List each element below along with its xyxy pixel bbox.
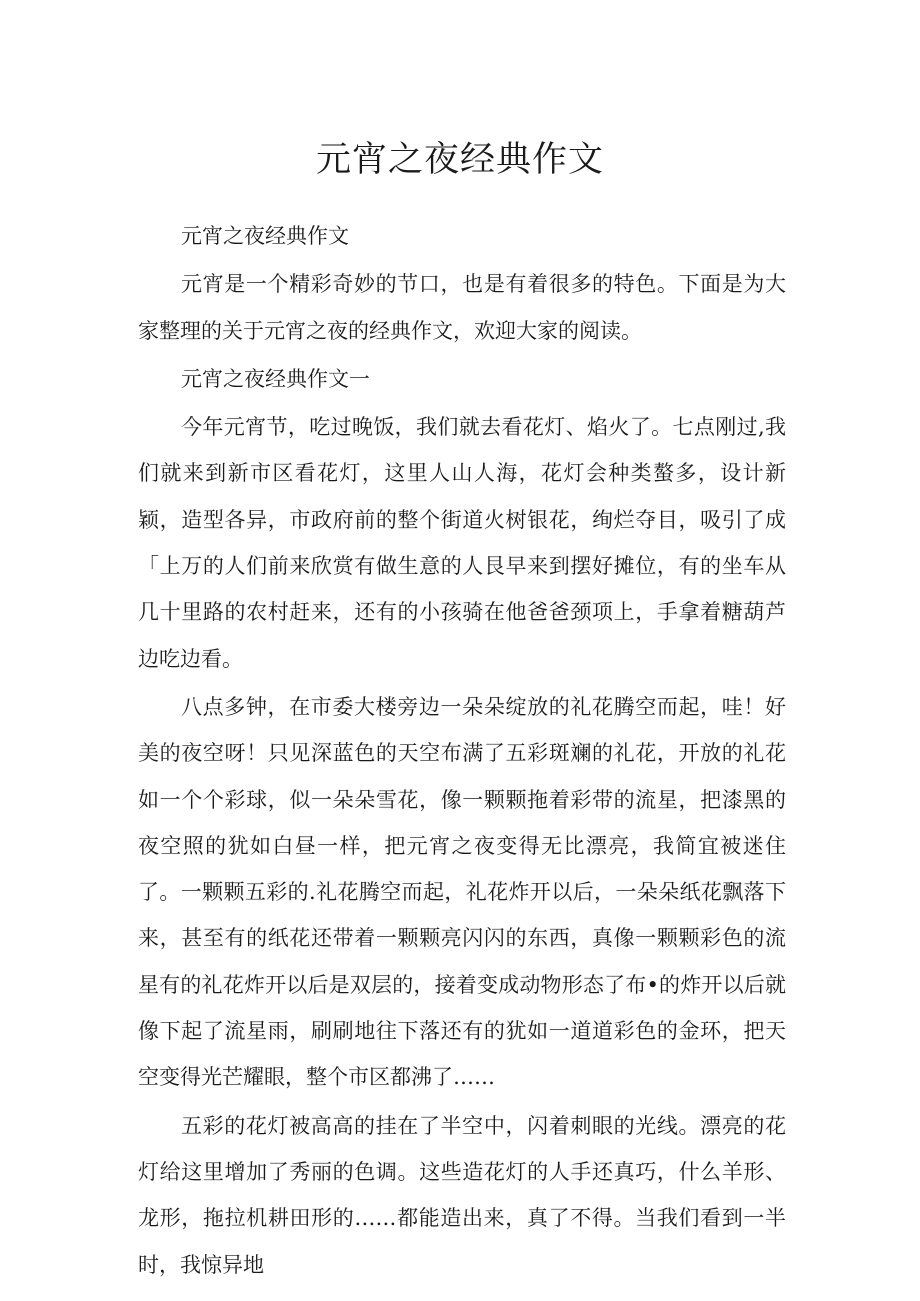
section-heading: 元宵之夜经典作文一 xyxy=(181,366,370,391)
document-body xyxy=(138,213,786,1290)
body-paragraph: 五彩的花灯被高高的挂在了半空中，闪着刺眼的光线。漂亮的花灯给这里增加了秀丽的色调。这些造花灯的人手还真巧，什么羊形、龙形，拖拉机耕田形的……都能造出来，真了不得。当我们看到一半时，我惊异地 xyxy=(138,1113,786,1277)
document-title: 元宵之夜经典作文 xyxy=(315,140,604,180)
intro-paragraph: 元宵是一个精彩奇妙的节口，也是有着很多的特色。下面是为大家整理的关于元宵之夜的经典作文，欢迎大家的阅读。 xyxy=(138,272,786,343)
body-paragraph: 今年元宵节，吃过晚饭，我们就去看花灯、焰火了。七点刚过,我们就来到新市区看花灯，这里人山人海，花灯会种类螯多，设计新颖，造型各异，市政府前的整个街道火树银花，绚烂夺目，吸引了成「上万的人们前来欣赏有做生意的人艮早来到摆好摊位，有的坐车从几十里路的农村赶来，还有的小孩骑在他爸爸颈项上，手拿着糖葫芦边吃边看。 xyxy=(138,415,786,671)
subtitle-paragraph: 元宵之夜经典作文 xyxy=(181,224,349,248)
body-paragraph: 八点多钟，在市委大楼旁边一朵朵绽放的礼花腾空而起，哇！好美的夜空呀！只见深蓝色的天空布满了五彩斑斓的礼花，开放的礼花如一个个彩球，似一朵朵雪花，像一颗颗拖着彩带的流星，把漆黑的夜空照的犹如白昼一样，把元宵之夜变得无比漂亮，我简宜被迷住了。一颗颗五彩的.礼花腾空而起，礼花炸开以后，一朵朵纸花飘落下来，甚至有的纸花还带着一颗颗亮闪闪的东西，真像一颗颗彩色的流星有的礼花炸开以后是双层的，接着变成动物形态了布•的炸开以后就像下起了流星雨，刷刷地往下落还有的犹如一道道彩色的金环，把天空变得光芒耀眼，整个市区都沸了…… xyxy=(138,694,786,1090)
